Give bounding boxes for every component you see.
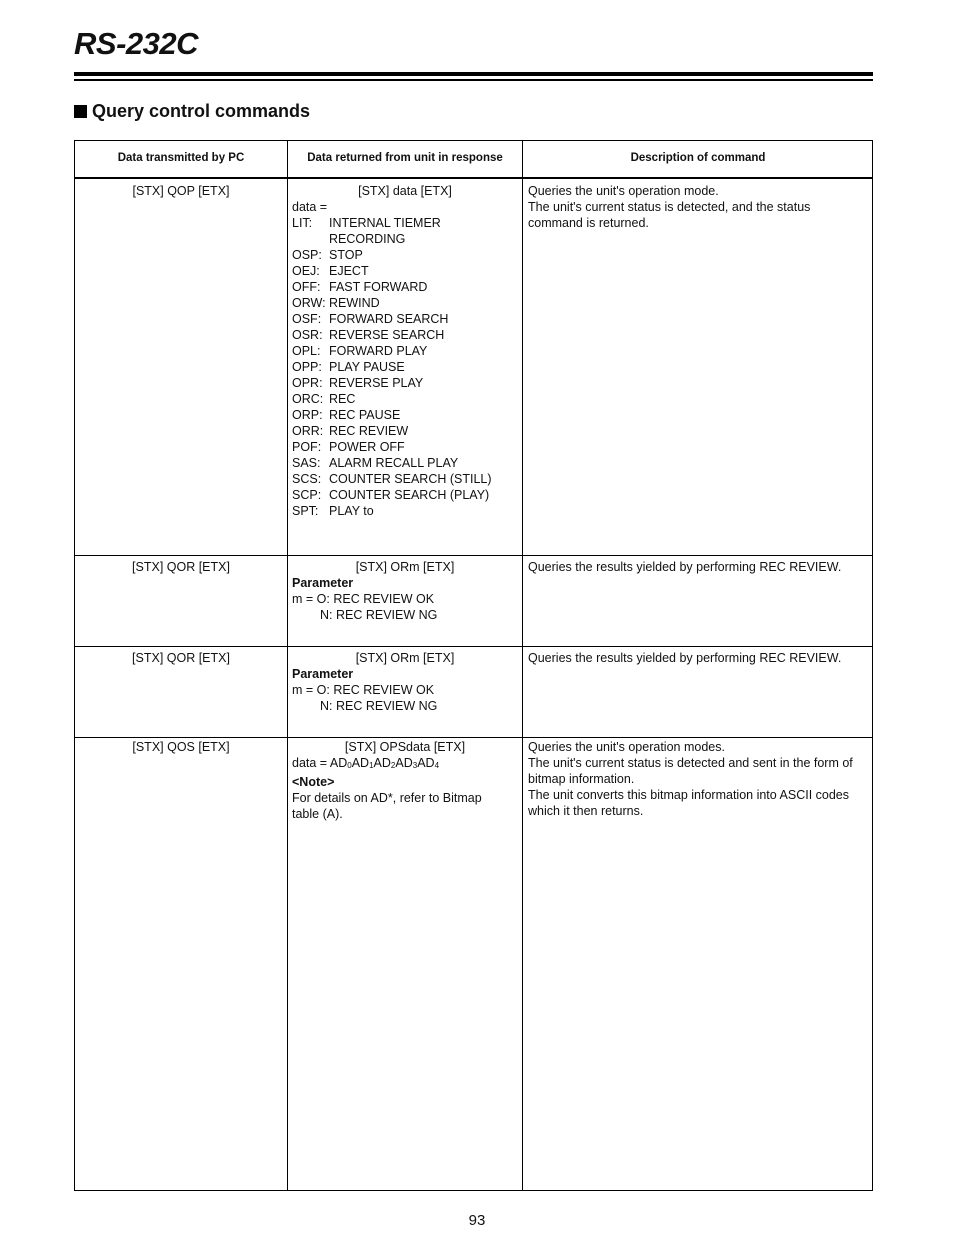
status-code-description: ALARM RECALL PLAY [329, 456, 459, 470]
status-code: ORR: [292, 424, 324, 438]
column-header-description: Description of command [630, 152, 766, 164]
note-label: <Note> [292, 775, 335, 789]
status-code: ORW: [292, 296, 326, 310]
column-divider [522, 141, 523, 1190]
status-code: ORP: [292, 408, 323, 422]
status-code-item [292, 343, 518, 359]
status-code-description: PLAY PAUSE [329, 360, 405, 374]
status-code-description: FAST FORWARD [329, 280, 428, 294]
status-code-description: REVERSE SEARCH [329, 328, 445, 342]
data-index: 4 [434, 761, 440, 770]
status-code: SCP: [292, 488, 322, 502]
returned-data-qor [292, 559, 518, 623]
status-code-description: STOP [329, 248, 363, 262]
data-prefix: data = AD [292, 756, 348, 770]
status-code-item [292, 487, 518, 503]
status-code-item [292, 247, 518, 263]
header-divider [75, 177, 872, 179]
status-code: OEJ: [292, 264, 320, 278]
returned-head: [STX] ORm [ETX] [355, 651, 455, 665]
parameter-label: Parameter [292, 667, 354, 681]
description-qop [528, 183, 864, 231]
status-code-item [292, 231, 518, 247]
status-code-description: COUNTER SEARCH (PLAY) [329, 488, 490, 502]
parameter-line: N: REC REVIEW NG [320, 699, 438, 713]
description-line: The unit's current status is detected and sent in the form of bitmap information. [528, 756, 853, 786]
status-code-item [292, 359, 518, 375]
returned-data-qop [292, 183, 518, 519]
status-code-description: REC PAUSE [329, 408, 401, 422]
status-code: OSP: [292, 248, 322, 262]
parameter-line: m = O: REC REVIEW OK [292, 592, 435, 606]
parameter-label: Parameter [292, 576, 354, 590]
status-code-description: REC [329, 392, 356, 406]
status-code-item [292, 407, 518, 423]
row-divider [75, 555, 872, 556]
status-code-item [292, 439, 518, 455]
status-code [292, 231, 329, 247]
status-code: OPL: [292, 344, 321, 358]
status-code-item [292, 375, 518, 391]
status-code-item [292, 471, 518, 487]
header-rule-thick [74, 72, 873, 76]
note-text-line: For details on AD*, refer to Bitmap [292, 791, 482, 805]
status-code-item [292, 311, 518, 327]
description-line: The unit converts this bitmap information into ASCII codes which it then returns. [528, 788, 849, 818]
data-index: 2 [390, 761, 396, 770]
status-code-description: RECORDING [329, 232, 406, 246]
status-code-item [292, 295, 518, 311]
row-divider [75, 737, 872, 738]
column-divider [287, 141, 288, 1190]
returned-head: [STX] ORm [ETX] [355, 560, 455, 574]
status-code: OPP: [292, 360, 322, 374]
status-code-description: POWER OFF [329, 440, 405, 454]
returned-data-qos [292, 739, 518, 822]
parameter-line: N: REC REVIEW NG [320, 608, 438, 622]
status-code-description: REVERSE PLAY [329, 376, 424, 390]
description-qor: Queries the results yielded by performing REC REVIEW. [528, 560, 842, 574]
sent-command-qop: [STX] QOP [ETX] [132, 184, 230, 198]
status-code: OSR: [292, 328, 323, 342]
status-code: OSF: [292, 312, 322, 326]
returned-data-qor-repeat [292, 650, 518, 714]
status-code-description: PLAY to [329, 504, 374, 518]
section-heading [74, 101, 310, 122]
returned-head: [STX] OPSdata [ETX] [344, 740, 466, 754]
section-title: Query control commands [92, 101, 311, 121]
data-part: AD [373, 756, 391, 770]
status-code-description: INTERNAL TIEMER [329, 216, 441, 230]
page-header-title: RS-232C [74, 26, 198, 61]
status-code-item [292, 503, 518, 519]
status-code-item [292, 263, 518, 279]
status-code-list [292, 215, 518, 519]
status-code-description: REWIND [329, 296, 380, 310]
query-commands-table [74, 140, 873, 1191]
status-code: SCS: [292, 472, 322, 486]
returned-data-label: data = [292, 200, 328, 214]
status-code: LIT: [292, 216, 313, 230]
status-code: OPR: [292, 376, 323, 390]
status-code: OFF: [292, 280, 321, 294]
status-code: SPT: [292, 504, 319, 518]
status-code-description: EJECT [329, 264, 369, 278]
sent-command-qor: [STX] QOR [ETX] [132, 560, 230, 574]
status-code-item [292, 327, 518, 343]
page-number: 93 [468, 1212, 486, 1229]
status-code: ORC: [292, 392, 324, 406]
sent-command-qos: [STX] QOS [ETX] [132, 740, 230, 754]
status-code: SAS: [292, 456, 321, 470]
status-code-item [292, 423, 518, 439]
data-index: 0 [347, 761, 352, 770]
status-code-item [292, 455, 518, 471]
row-divider [75, 646, 872, 647]
description-qor-repeat: Queries the results yielded by performing REC REVIEW. [528, 651, 842, 665]
header-rule-thin [74, 79, 873, 81]
data-format-line [292, 755, 518, 774]
data-part: AD [351, 756, 370, 770]
status-code-item [292, 391, 518, 407]
status-code-description: FORWARD SEARCH [329, 312, 449, 326]
data-part: AD [417, 756, 435, 770]
status-code: POF: [292, 440, 322, 454]
data-index: 3 [412, 761, 418, 770]
parameter-line: m = O: REC REVIEW OK [292, 683, 435, 697]
square-bullet-icon [74, 105, 87, 118]
status-code-description: REC REVIEW [329, 424, 409, 438]
note-text-line: table (A). [292, 807, 343, 821]
description-line: Queries the unit's operation modes. [528, 740, 725, 754]
sent-command-qor-repeat: [STX] QOR [ETX] [132, 651, 230, 665]
status-code-description: FORWARD PLAY [329, 344, 428, 358]
description-line: Queries the unit's operation mode. [528, 184, 719, 198]
status-code-item [292, 215, 518, 231]
description-qos [528, 739, 864, 819]
column-header-sent: Data transmitted by PC [117, 152, 245, 164]
status-code-item [292, 279, 518, 295]
column-header-returned: Data returned from unit in response [307, 152, 503, 164]
data-part: AD [395, 756, 413, 770]
status-code-description: COUNTER SEARCH (STILL) [329, 472, 492, 486]
data-index: 1 [369, 761, 374, 770]
description-line: The unit's current status is detected, and the status command is returned. [528, 200, 811, 230]
returned-head: [STX] data [ETX] [358, 184, 452, 198]
